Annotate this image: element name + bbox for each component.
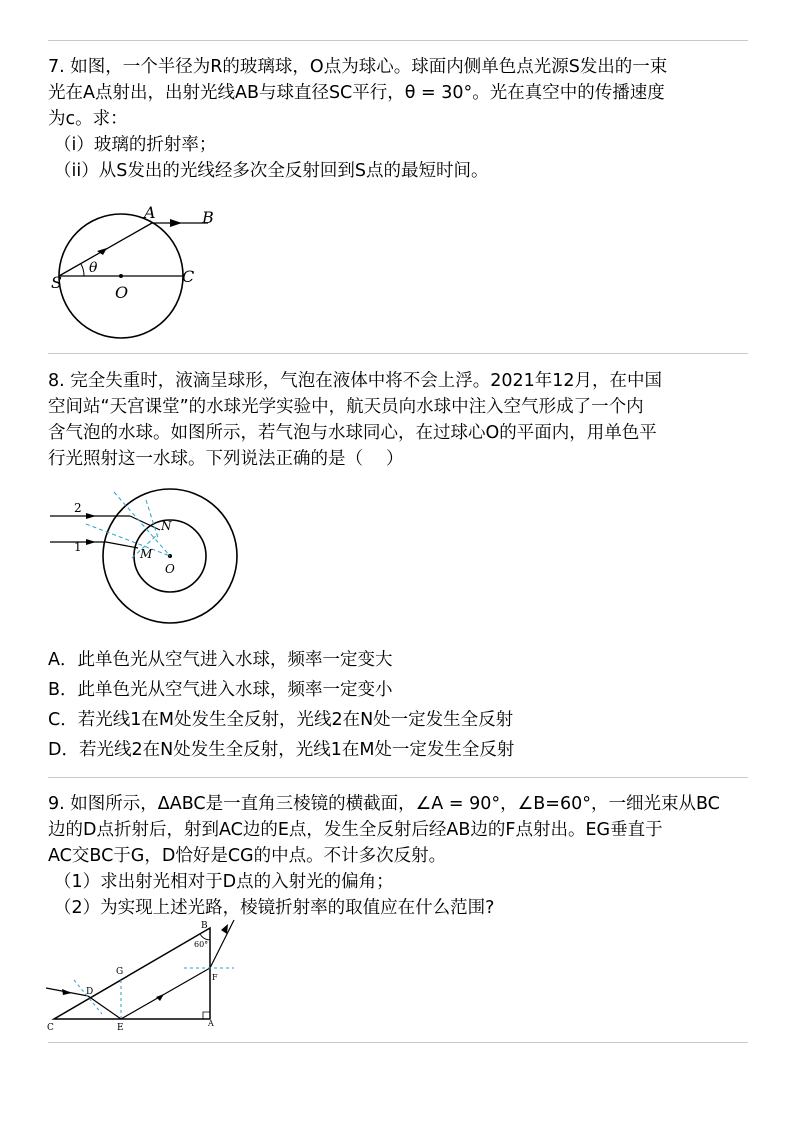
q7-arrow-ab [170,219,182,227]
q7-label-b: B [202,208,214,227]
q9-label-a: A [208,1019,214,1028]
q9-right-angle-mark [203,1012,210,1019]
question-7 [48,54,758,184]
q9-label-b: B [201,921,208,931]
q9-exit-ray [210,920,234,968]
q9-line: 边的D点折射后，射到AC边的E点，发生全反射后经AB边的F点射出。EG垂直于 [48,820,663,840]
q8-figure [46,482,286,630]
q7-label-s: S [51,273,62,292]
q9-line: 9. 如图所示，ΔABC是一直角三棱镜的横截面，∠A = 90°，∠B=60°，一细光束从BC [48,794,720,814]
q7-label-a: A [144,203,156,222]
q9-line: AC交BC于G，D恰好是CG的中点。不计多次反射。 [48,846,447,866]
q9-normal-d [74,980,102,1014]
q9-arrow-exit [221,924,228,934]
q7-line: 7. 如图，一个半径为R的玻璃球，O点为球心。球面内侧单色点光源S发出的一束 [48,57,668,77]
divider-top [48,40,748,41]
q8-dashed-ray-n [146,500,158,538]
q8-option-a[interactable]: A．此单色光从空气进入水球，频率一定变大 [48,650,393,670]
q8-option-b[interactable]: B．此单色光从空气进入水球，频率一定变小 [48,680,393,700]
q7-figure [46,200,226,345]
q8-line: 行光照射这一水球。下列说法正确的是（ ） [48,449,404,469]
q9-label-e: E [117,1023,124,1033]
q8-option-c[interactable]: C．若光线1在M处发生全反射，光线2在N处一定发生全反射 [48,710,514,730]
q9-ray-de [88,996,121,1019]
q8-label-ray-2: 2 [74,501,82,515]
q9-part-2: （2）为实现上述光路，棱镜折射率的取值应在什么范围? [54,898,495,918]
q7-line: 光在A点射出，出射光线AB与球直径SC平行，θ = 30°。光在真空中的传播速度 [48,83,665,103]
q7-part-ii: （ii）从S发出的光线经多次全反射回到S点的最短时间。 [54,161,489,181]
q9-arrow-ef [156,994,164,1001]
q9-label-g: G [116,967,124,977]
q7-label-c: C [182,267,195,286]
q9-ray-ef [121,968,210,1019]
q9-label-c: C [47,1023,54,1033]
q8-label-ray-1: 1 [74,540,82,554]
q8-label-m: M [140,547,153,561]
q7-line: 为c。求： [48,109,128,129]
divider-bottom [48,1042,748,1043]
q9-label-angle: 60° [194,940,209,949]
question-9 [48,791,758,921]
q9-part-1: （1）求出射光相对于D点的入射光的偏角； [54,872,394,892]
q8-arrow-ray-1 [86,539,96,545]
q8-line: 8. 完全失重时，液滴呈球形，气泡在液体中将不会上浮。2021年12月，在中国 [48,371,663,391]
q9-label-d: D [86,987,94,997]
question-8 [48,368,758,472]
q8-label-n: N [161,519,172,533]
q9-label-f: F [212,973,218,982]
q9-figure [44,918,244,1036]
q9-prism-abc [54,928,210,1019]
q7-label-theta: θ [89,260,98,276]
q8-ray-1-refracted [106,542,138,548]
q7-label-o: O [115,283,129,302]
q9-arrow-incident [62,989,72,995]
q8-label-o: O [165,562,175,576]
q7-center-dot [119,274,123,278]
divider-q7-q8 [48,353,748,354]
q8-option-d[interactable]: D．若光线2在N处发生全反射，光线1在M处一定发生全反射 [48,740,515,760]
q8-line: 空间站“天宫课堂”的水球光学实验中，航天员向水球中注入空气形成了一个内 [48,397,644,417]
divider-q8-q9 [48,777,748,778]
q8-line: 含气泡的水球。如图所示，若气泡与水球同心，在过球心O的平面内，用单色平 [48,423,657,443]
q7-part-i: （i）玻璃的折射率； [54,135,217,155]
q7-angle-arc [81,264,84,276]
q8-arrow-ray-2 [86,513,96,519]
